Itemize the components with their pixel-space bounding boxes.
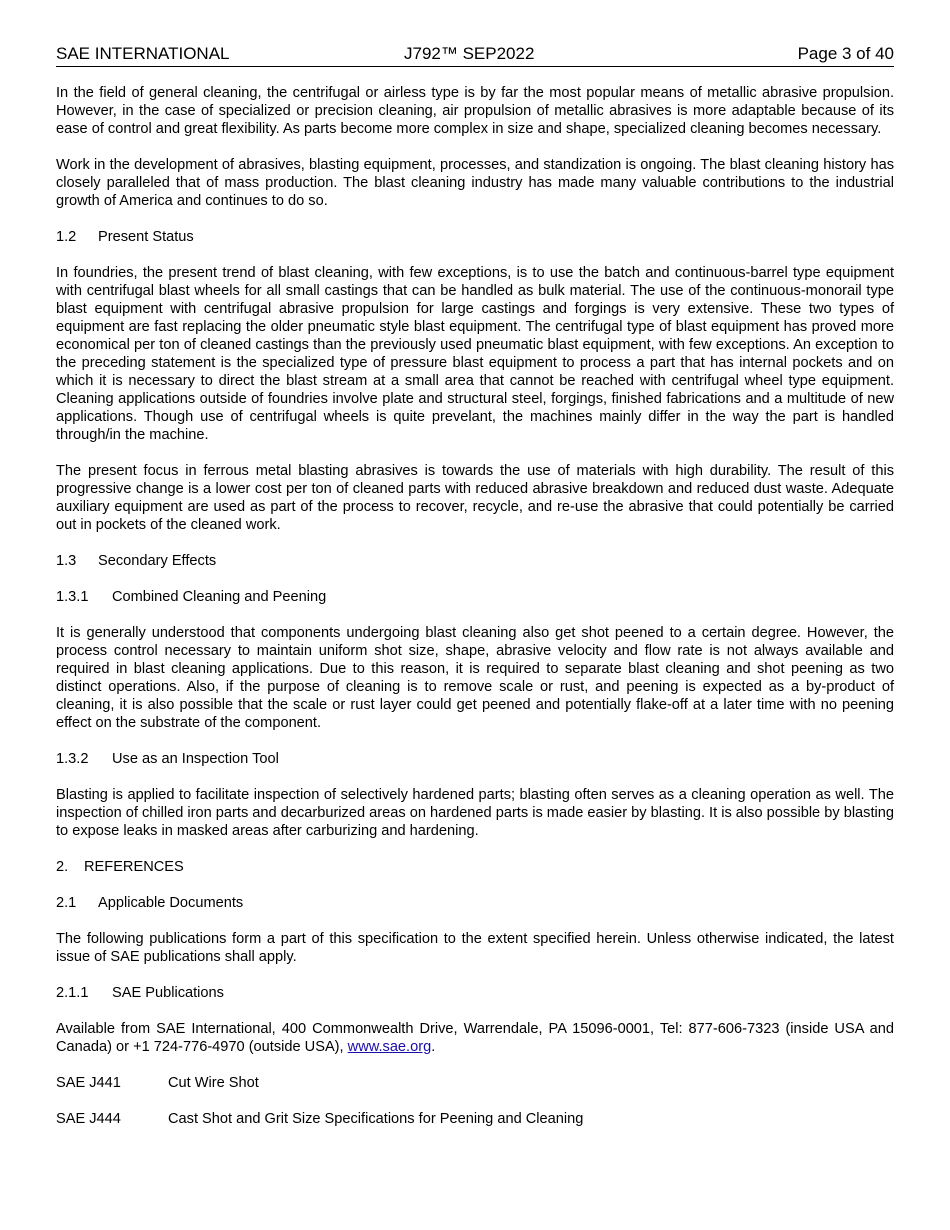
- section-number: 1.3.1: [56, 589, 89, 605]
- page-header: [56, 44, 894, 67]
- paragraph-availability: [56, 1020, 894, 1056]
- section-heading-1-2: [56, 228, 894, 246]
- section-title: SAE Publications: [112, 985, 224, 1001]
- section-number: 1.2: [56, 229, 77, 245]
- section-title: Secondary Effects: [98, 553, 217, 569]
- reference-title: Cast Shot and Grit Size Specifications for Peening and Cleaning: [168, 1111, 584, 1127]
- paragraph: Blasting is applied to facilitate inspection of selectively hardened parts; blasting often serves as a cleaning operation as well. The inspection of chilled iron parts and decarburized areas on hardened parts is made easier by blasting. It is also possible by blasting to expose leaks in masked areas after carburizing and hardening.: [56, 787, 895, 839]
- header-org: SAE INTERNATIONAL: [56, 44, 230, 63]
- section-heading-2-1-1: [56, 984, 894, 1002]
- section-title: Combined Cleaning and Peening: [112, 589, 327, 605]
- section-heading-1-3: [56, 552, 894, 570]
- section-title: Applicable Documents: [98, 895, 244, 911]
- section-number: 1.3: [56, 553, 77, 569]
- header-doc-id: J792™ SEP2022: [404, 44, 535, 63]
- paragraph: The following publications form a part of this specification to the extent specified herein. Unless otherwise indicated, the latest issue of SAE publications shall apply.: [56, 931, 894, 965]
- reference-item: [56, 1074, 894, 1092]
- section-number: 2.: [56, 859, 69, 875]
- document-body: [56, 84, 894, 1146]
- availability-text: Available from SAE International, 400 Commonwealth Drive, Warrendale, PA 15096-0001, Tel: 877-606-7323 (inside USA and Canada) or +1 724-776-4970 (outside USA),: [56, 1021, 894, 1055]
- paragraph: Work in the development of abrasives, blasting equipment, processes, and standization is ongoing. The blast cleaning history has closely paralleled that of mass production. The blast cleaning industry has made many valuable contributions to the industrial growth of America and continues to do so.: [56, 157, 894, 209]
- section-heading-1-3-2: [56, 750, 894, 768]
- section-number: 2.1.1: [56, 985, 89, 1001]
- paragraph: In the field of general cleaning, the centrifugal or airless type is by far the most popular means of metallic abrasive propulsion. However, in the case of specialized or precision cleaning, air propulsion of metallic abrasives is more adaptable because of its ease of control and great flexibility. As parts become more complex in size and shape, specialized cleaning becomes necessary.: [56, 85, 894, 137]
- section-title: REFERENCES: [84, 859, 184, 875]
- reference-item: [56, 1110, 894, 1128]
- section-heading-2-1: [56, 894, 894, 912]
- paragraph: The present focus in ferrous metal blasting abrasives is towards the use of materials with high durability. The result of this progressive change is a lower cost per ton of cleaned parts with reduced abrasive breakdown and reduced dust waste. Adequate auxiliary equipment are used as part of the process to recover, recycle, and re-use the abrasive that could potentially be carried out in pockets of the cleaned work.: [56, 463, 894, 533]
- section-title: Present Status: [98, 229, 194, 245]
- section-heading-2: [56, 858, 894, 876]
- reference-code: SAE J441: [56, 1075, 121, 1091]
- section-heading-1-3-1: [56, 588, 894, 606]
- period: .: [431, 1039, 436, 1055]
- reference-code: SAE J444: [56, 1111, 121, 1127]
- section-number: 2.1: [56, 895, 77, 911]
- header-page-number: Page 3 of 40: [797, 44, 894, 63]
- paragraph: In foundries, the present trend of blast cleaning, with few exceptions, is to use the batch and continuous-barrel type equipment with centrifugal blast wheels for all small castings that can be handled as bulk material. The use of the continuous-monorail type blast equipment with centrifugal abrasive propulsion for large castings and forgings is very extensive. These two types of equipment are fast replacing the older pneumatic style blast equipment. The centrifugal type of blast equipment has proved more economical per ton of cleaned castings than the previously used pneumatic blast equipment, with few exceptions. An exception to the preceding statement is the specialized type of pressure blast equipment to process a part that has internal pockets and on which it is necessary to direct the blast stream at a small area that cannot be reached with centrifugal wheel type equipment. Cleaning applications outside of foundries involve plate and structural steel, forgings, finished fabrications and a multitude of new applications. Though use of centrifugal wheels is quite prevelant, the machines mainly differ in the way the part is handled through/in the machine.: [56, 265, 894, 443]
- reference-title: Cut Wire Shot: [168, 1075, 259, 1091]
- section-number: 1.3.2: [56, 751, 89, 767]
- section-title: Use as an Inspection Tool: [112, 751, 279, 767]
- paragraph: It is generally understood that components undergoing blast cleaning also get shot peened to a certain degree. However, the process control necessary to maintain uniform shot size, shape, abrasive velocity and flow rate is not always available and required in blast cleaning applications. Due to this reason, it is required to separate blast cleaning and shot peening as two distinct operations. Also, if the purpose of cleaning is to remove scale or rust, and peening is expected as a by-product of cleaning, it is also possible that the scale or rust layer could get peened and potentially flake-off at a later time with no peening effect on the substrate of the component.: [56, 625, 894, 731]
- sae-website-link[interactable]: www.sae.org: [347, 1039, 432, 1055]
